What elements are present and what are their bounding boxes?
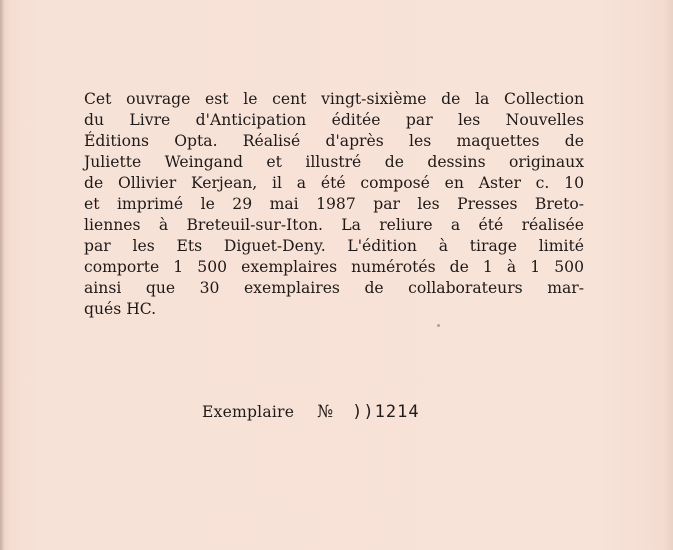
colophon-line: Juliette Weingand et illustré de dessins originaux: [84, 153, 584, 171]
colophon-line: liennes à Breteuil-sur-Iton. La reliure a été réalisée: [84, 216, 584, 234]
colophon-line: de Ollivier Kerjean, il a été composé en Aster c. 10: [84, 174, 584, 192]
paper-speck: [437, 324, 440, 327]
colophon-text: [84, 89, 584, 320]
colophon-line: et imprimé le 29 mai 1987 par les Presses Breto-: [84, 195, 584, 213]
numero-symbol: №: [317, 402, 334, 422]
colophon-line: par les Ets Diguet-Deny. L'édition à tirage limité: [84, 237, 584, 255]
colophon-line: ainsi que 30 exemplaires de collaborateurs mar-: [84, 279, 584, 297]
colophon-line: du Livre d'Anticipation éditée par les Nouvelles: [84, 111, 584, 129]
colophon-line: comporte 1 500 exemplaires numérotés de 1 à 1 500: [84, 258, 584, 276]
page-binding-edge: [0, 0, 4, 550]
copy-number-line: [202, 400, 420, 424]
colophon-line: Cet ouvrage est le cent vingt-sixième de la Collection: [84, 90, 584, 108]
copy-number: ))1214: [352, 402, 420, 422]
colophon-line: qués HC.: [84, 300, 157, 318]
colophon-line: Éditions Opta. Réalisé d'après les maquettes de: [84, 132, 584, 150]
copy-label: Exemplaire: [202, 403, 295, 421]
